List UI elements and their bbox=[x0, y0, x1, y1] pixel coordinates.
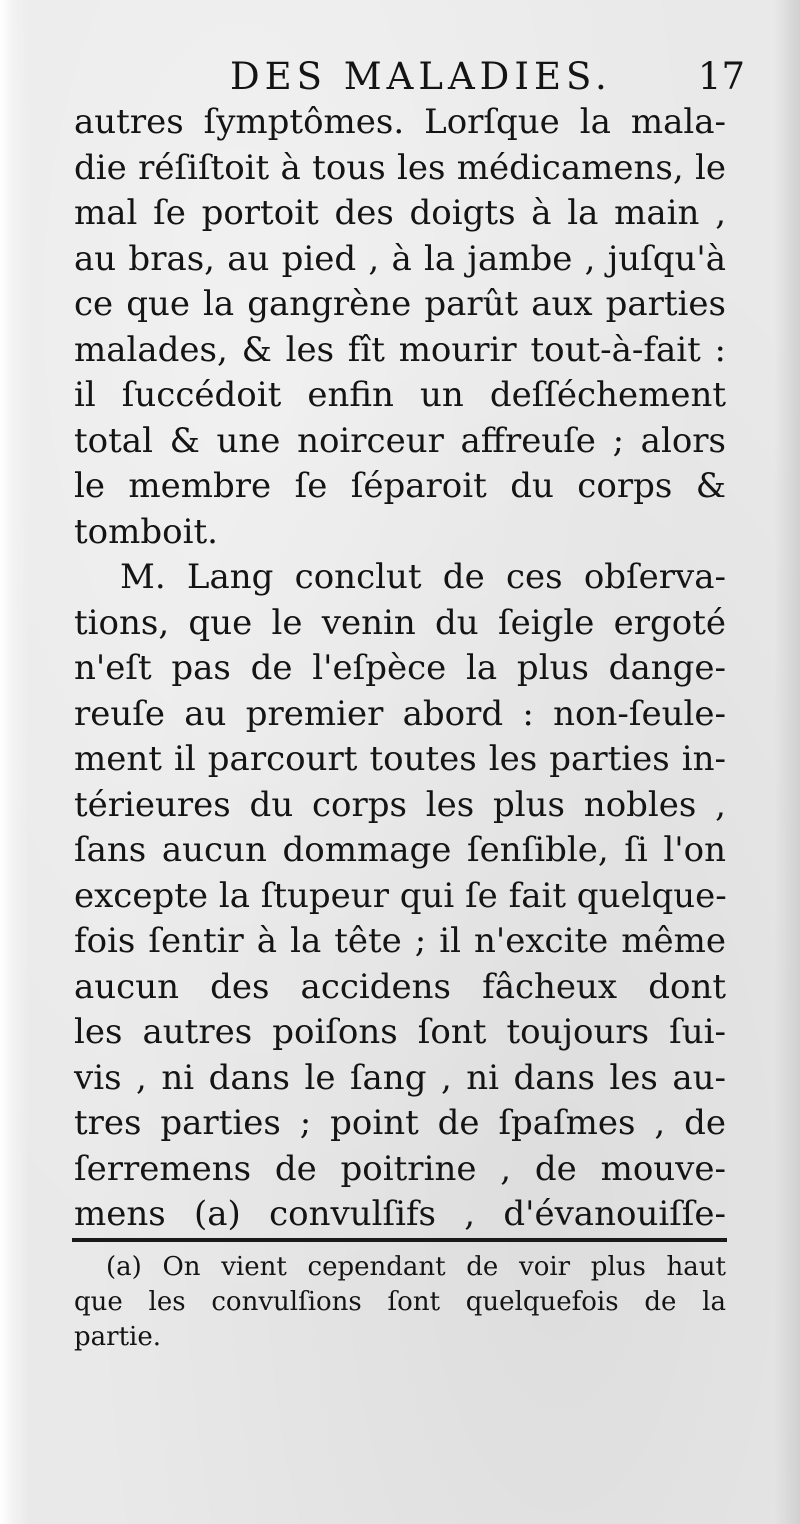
text-line: reuſe au premier abord : non-ſeule- bbox=[74, 693, 726, 734]
text-line: total & une noirceur affreuſe ; alors bbox=[74, 420, 726, 461]
text-line: aucun des accidens fâcheux dont bbox=[74, 966, 726, 1007]
body-text bbox=[74, 100, 726, 1238]
text-line: mens (a) convulſifs , d'évanouiſſe- bbox=[74, 1194, 726, 1234]
footnote bbox=[74, 1250, 726, 1355]
text-line: il ſuccédoit enfin un deſſéchement bbox=[74, 375, 726, 415]
text-line: mal ſe portoit des doigts à la main , bbox=[74, 193, 726, 233]
text-line: au bras, au pied , à la jambe , juſqu'à bbox=[74, 238, 726, 279]
text-line: tions, que le venin du ſeigle ergoté bbox=[74, 602, 726, 643]
text-line: ſerremens de poitrine , de mouve- bbox=[74, 1148, 726, 1189]
text-line: tres parties ; point de ſpaſmes , de bbox=[74, 1103, 726, 1143]
running-head: DES MALADIES. bbox=[230, 55, 612, 98]
page-number: 17 bbox=[697, 55, 745, 98]
text-line: ſans aucun dommage ſenſible, ſi l'on bbox=[74, 830, 726, 870]
text-line: ce que la gangrène parût aux parties bbox=[74, 284, 726, 324]
text-line: excepte la ſtupeur qui ſe fait quelque- bbox=[74, 875, 727, 916]
text-line: les autres poiſons ſont toujours ſui- bbox=[74, 1012, 726, 1052]
text-line: fois ſentir à la tête ; il n'excite même bbox=[74, 921, 726, 961]
text-line: tomboit. bbox=[74, 511, 218, 552]
text-line: die réſiſtoit à tous les médicamens, le bbox=[74, 147, 726, 188]
page-edge-shadow bbox=[774, 0, 800, 1524]
text-line: térieures du corps les plus nobles , bbox=[74, 784, 726, 825]
text-line: autres ſymptômes. Lorſque la mala- bbox=[74, 102, 726, 142]
footnote-rule bbox=[72, 1238, 727, 1242]
footnote-line: que les convulſions ſont quelquefois de la bbox=[74, 1287, 726, 1317]
page-gutter-shadow bbox=[0, 0, 30, 1524]
text-line: malades, & les fît mourir tout-à-fait : bbox=[74, 329, 726, 370]
text-line: le membre ſe ſéparoit du corps & bbox=[74, 466, 726, 506]
text-line: n'eſt pas de l'eſpèce la plus dange- bbox=[74, 648, 726, 688]
text-line: vis , ni dans le ſang , ni dans les au- bbox=[74, 1057, 726, 1098]
footnote-line: partie. bbox=[74, 1322, 161, 1352]
text-line: ment il parcourt toutes les parties in- bbox=[74, 739, 726, 779]
paragraph-start-line: M. Lang conclut de ces obſerva- bbox=[120, 557, 726, 597]
footnote-line: (a) On vient cependant de voir plus haut bbox=[106, 1252, 726, 1282]
